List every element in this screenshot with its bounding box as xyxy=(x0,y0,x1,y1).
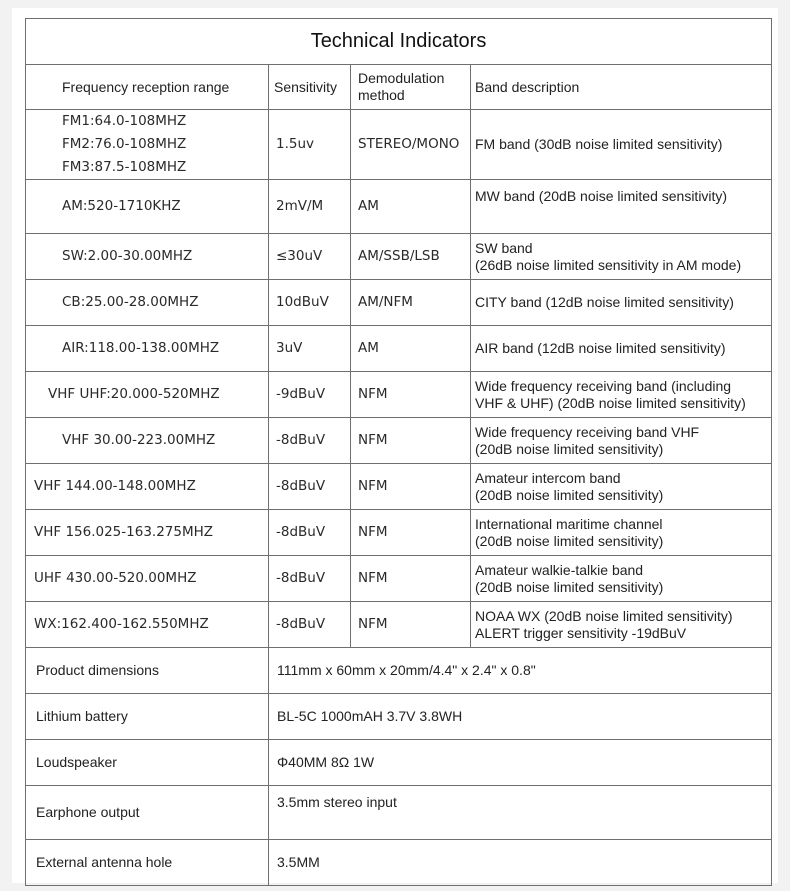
band-line1: SW band xyxy=(475,239,533,256)
band-line1: Wide frequency receiving band VHF xyxy=(475,423,700,440)
band-line1: Amateur walkie-talkie band xyxy=(475,561,644,578)
header-band: Band description xyxy=(471,65,772,110)
band-line1: CITY band (12dB noise limited sensitivity) xyxy=(475,294,734,310)
demodulation-cell: NFM xyxy=(351,602,471,648)
band-line1: Wide frequency receiving band (including xyxy=(475,377,732,394)
sensitivity-cell: -8dBuV xyxy=(269,510,351,556)
product-row xyxy=(26,694,772,740)
table-row xyxy=(26,110,772,180)
band-line1: NOAA WX (20dB noise limited sensitivity) xyxy=(475,607,733,624)
frequency-cell: AM:520-1710KHZ xyxy=(26,180,269,234)
frequency-cell xyxy=(26,110,269,180)
loudspeaker-value: Φ40MM 8Ω 1W xyxy=(269,740,772,786)
fm2-range: FM2:76.0-108MHZ xyxy=(62,136,187,152)
product-dimensions-label: Product dimensions xyxy=(26,648,269,694)
fm1-range: FM1:64.0-108MHZ xyxy=(62,113,187,129)
sensitivity-cell: -8dBuV xyxy=(269,418,351,464)
band-cell xyxy=(471,326,772,372)
frequency-cell: VHF 144.00-148.00MHZ xyxy=(26,464,269,510)
band-cell xyxy=(471,234,772,280)
band-cell xyxy=(471,602,772,648)
frequency-cell: AIR:118.00-138.00MHZ xyxy=(26,326,269,372)
earphone-output-value: 3.5mm stereo input xyxy=(269,786,772,840)
demodulation-cell: AM/SSB/LSB xyxy=(351,234,471,280)
band-line2: (20dB noise limited sensitivity) xyxy=(475,486,664,503)
loudspeaker-label: Loudspeaker xyxy=(26,740,269,786)
band-line2: VHF & UHF) (20dB noise limited sensitivity) xyxy=(475,394,746,411)
table-row xyxy=(26,372,772,418)
band-line1: AIR band (12dB noise limited sensitivity) xyxy=(475,340,726,356)
sensitivity-cell: 2mV/M xyxy=(269,180,351,234)
product-dimensions-value: 111mm x 60mm x 20mm/4.4" x 2.4" x 0.8" xyxy=(269,648,772,694)
product-row xyxy=(26,648,772,694)
frequency-cell: CB:25.00-28.00MHZ xyxy=(26,280,269,326)
header-demodulation xyxy=(351,65,471,110)
frequency-cell: SW:2.00-30.00MHZ xyxy=(26,234,269,280)
header-sensitivity: Sensitivity xyxy=(269,65,351,110)
table-row xyxy=(26,464,772,510)
band-cell xyxy=(471,464,772,510)
sensitivity-cell: 3uV xyxy=(269,326,351,372)
product-row xyxy=(26,840,772,886)
demodulation-cell: NFM xyxy=(351,556,471,602)
technical-indicators-table xyxy=(25,18,772,886)
band-cell xyxy=(471,556,772,602)
sensitivity-cell: -8dBuV xyxy=(269,464,351,510)
table-title: Technical Indicators xyxy=(26,19,772,65)
table-row xyxy=(26,556,772,602)
band-line2: (26dB noise limited sensitivity in AM mode) xyxy=(475,256,742,273)
band-line2: (20dB noise limited sensitivity) xyxy=(475,440,664,457)
lithium-battery-value: BL-5C 1000mAH 3.7V 3.8WH xyxy=(269,694,772,740)
table-row xyxy=(26,326,772,372)
table-row xyxy=(26,280,772,326)
sensitivity-cell: 10dBuV xyxy=(269,280,351,326)
sensitivity-cell: 1.5uv xyxy=(269,110,351,180)
sensitivity-cell: ≤30uV xyxy=(269,234,351,280)
title-row xyxy=(26,19,772,65)
sensitivity-cell: -8dBuV xyxy=(269,602,351,648)
band-cell: FM band (30dB noise limited sensitivity) xyxy=(471,110,772,180)
band-line1: International maritime channel xyxy=(475,515,663,532)
header-demod-line2: method xyxy=(358,87,405,103)
table-row xyxy=(26,602,772,648)
demodulation-cell: NFM xyxy=(351,418,471,464)
band-line2: (20dB noise limited sensitivity) xyxy=(475,578,664,595)
table-row xyxy=(26,418,772,464)
band-line1: MW band (20dB noise limited sensitivity) xyxy=(475,188,728,204)
band-cell xyxy=(471,180,772,234)
external-antenna-value: 3.5MM xyxy=(269,840,772,886)
header-demod-line1: Demodulation xyxy=(358,70,445,86)
frequency-cell: VHF UHF:20.000-520MHZ xyxy=(26,372,269,418)
spec-card xyxy=(12,8,778,883)
frequency-cell: WX:162.400-162.550MHZ xyxy=(26,602,269,648)
frequency-cell: UHF 430.00-520.00MHZ xyxy=(26,556,269,602)
frequency-cell: VHF 30.00-223.00MHZ xyxy=(26,418,269,464)
band-cell xyxy=(471,372,772,418)
band-line1: Amateur intercom band xyxy=(475,469,621,486)
band-line2: ALERT trigger sensitivity -19dBuV xyxy=(475,624,687,641)
fm3-range: FM3:87.5-108MHZ xyxy=(62,159,187,175)
earphone-output-label: Earphone output xyxy=(26,786,269,840)
header-frequency: Frequency reception range xyxy=(26,65,269,110)
product-row xyxy=(26,740,772,786)
band-cell xyxy=(471,280,772,326)
demodulation-cell: STEREO/MONO xyxy=(351,110,471,180)
header-row xyxy=(26,65,772,110)
table-row xyxy=(26,510,772,556)
demodulation-cell: NFM xyxy=(351,510,471,556)
demodulation-cell: AM xyxy=(351,180,471,234)
band-cell xyxy=(471,510,772,556)
lithium-battery-label: Lithium battery xyxy=(26,694,269,740)
external-antenna-label: External antenna hole xyxy=(26,840,269,886)
band-line2: (20dB noise limited sensitivity) xyxy=(475,532,664,549)
table-row xyxy=(26,234,772,280)
product-row xyxy=(26,786,772,840)
demodulation-cell: NFM xyxy=(351,372,471,418)
table-row xyxy=(26,180,772,234)
sensitivity-cell: -9dBuV xyxy=(269,372,351,418)
demodulation-cell: NFM xyxy=(351,464,471,510)
frequency-cell: VHF 156.025-163.275MHZ xyxy=(26,510,269,556)
sensitivity-cell: -8dBuV xyxy=(269,556,351,602)
band-cell xyxy=(471,418,772,464)
demodulation-cell: AM xyxy=(351,326,471,372)
demodulation-cell: AM/NFM xyxy=(351,280,471,326)
